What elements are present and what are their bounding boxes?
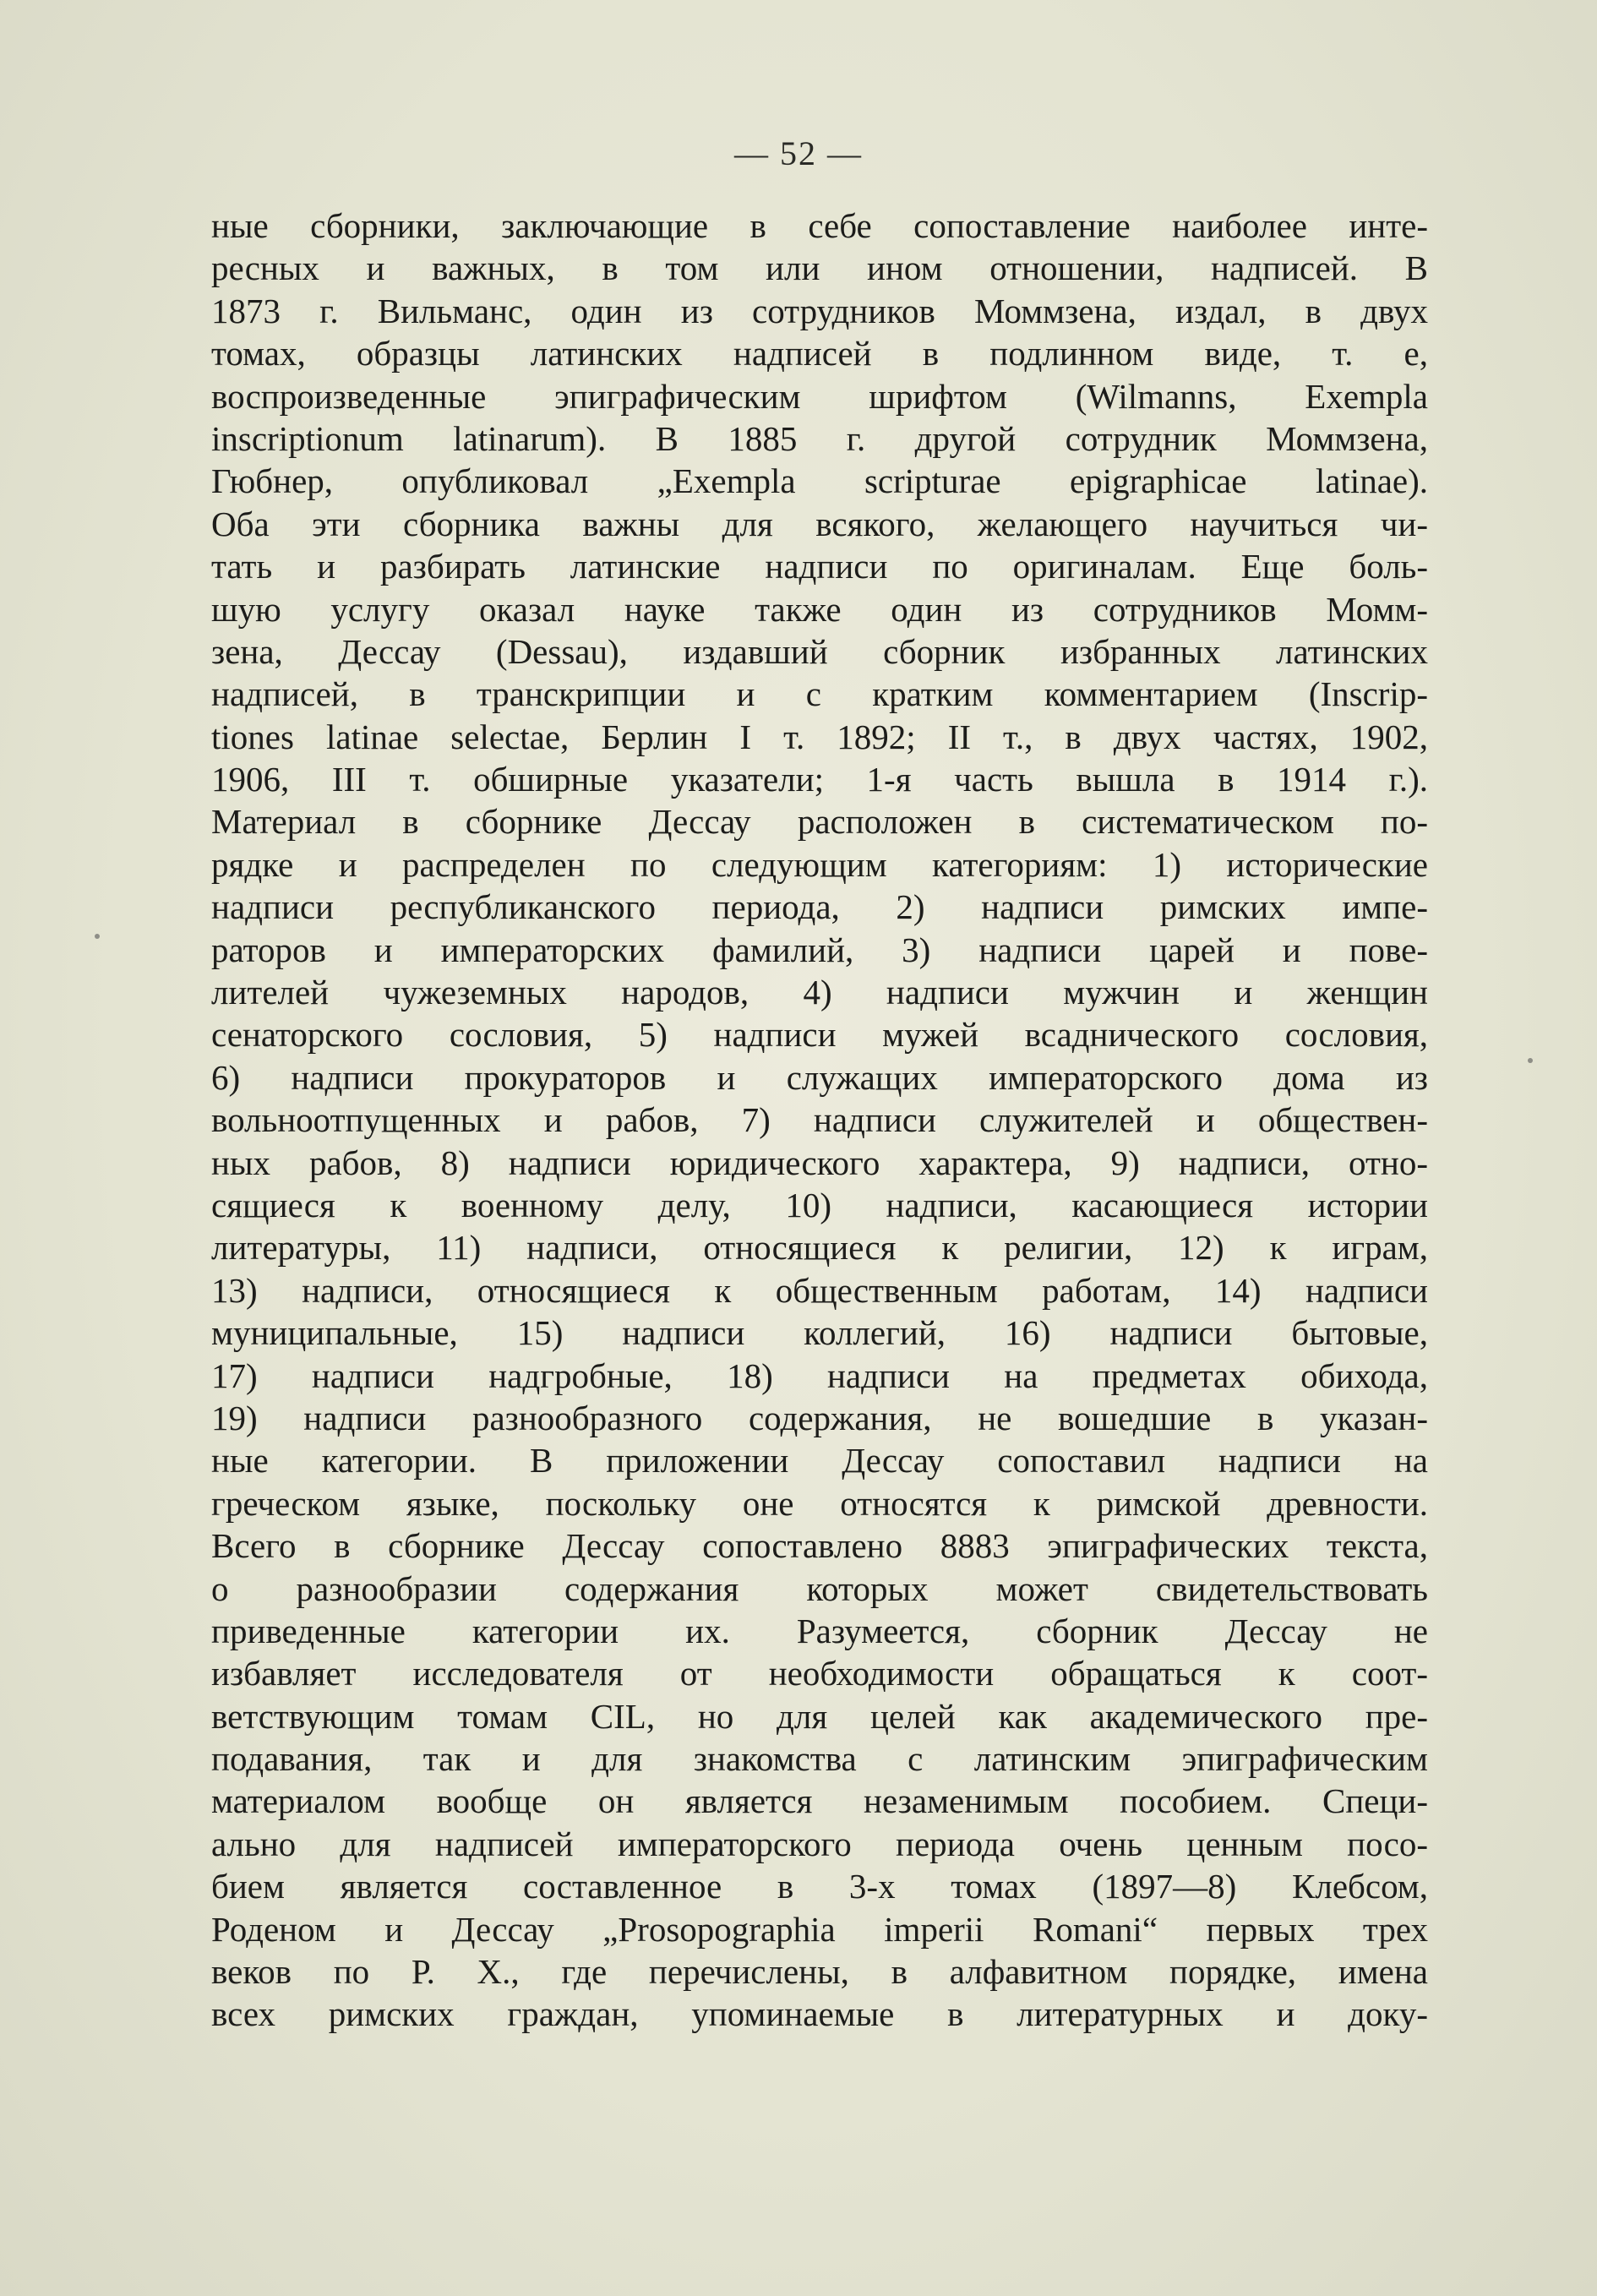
text-line: греческом языке, поскольку оне относятся к римской древности. [211, 1483, 1428, 1523]
text-line: ные сборники, заключающие в себе сопоставление наиболее инте- [211, 206, 1428, 245]
text-line: тать и разбирать латинские надписи по оригиналам. Еще боль- [211, 547, 1428, 586]
text-line: зена, Дессау (Dessau), издавший сборник избранных латинских [211, 631, 1428, 671]
text-line: томах, образцы латинских надписей в подлинном виде, т. е, [211, 334, 1428, 374]
text-line: литературы, 11) надписи, относящиеся к религии, 12) к играм, [211, 1228, 1428, 1268]
text-line: избавляет исследователя от необходимости обращаться к соот- [211, 1654, 1428, 1693]
text-line: inscriptionum latinarum). В 1885 г. другой сотрудник Моммзена, [211, 418, 1428, 458]
text-line: Материал в сборнике Дессау расположен в систематическом по- [211, 802, 1428, 842]
text-line: Роденом и Дессау „Prosopographia imperii Romani“ первых трех [211, 1909, 1428, 1949]
ink-speck [95, 934, 100, 939]
text-line: 6) надписи прокураторов и служащих императорского дома из [211, 1057, 1428, 1097]
text-line: материалом вообще он является незаменимым пособием. Специ- [211, 1781, 1428, 1821]
text-line: ресных и важных, в том или ином отношении, надписей. В [211, 248, 1428, 288]
text-line: сящиеся к военному делу, 10) надписи, касающиеся истории [211, 1185, 1428, 1224]
text-line: приведенные категории их. Разумеется, сборник Дессау не [211, 1611, 1428, 1650]
text-line: tiones latinae selectae, Берлин I т. 1892; II т., в двух частях, 1902, [211, 717, 1428, 756]
text-line: шую услугу оказал науке также один из сотрудников Момм- [211, 589, 1428, 629]
text-line: муниципальные, 15) надписи коллегий, 16) надписи бытовые, [211, 1313, 1428, 1353]
text-line: надписей, в транскрипции и с кратким комментарием (Inscrip- [211, 674, 1428, 714]
text-line: о разнообразии содержания которых может свидетельствовать [211, 1568, 1428, 1608]
text-line: Всего в сборнике Дессау сопоставлено 8883 эпиграфических текста, [211, 1526, 1428, 1566]
text-line: рядке и распределен по следующим категориям: 1) исторические [211, 844, 1428, 884]
text-line: надписи республиканского периода, 2) надписи римских импе- [211, 887, 1428, 927]
text-line: 19) надписи разнообразного содержания, не вошедшие в указан- [211, 1398, 1428, 1437]
text-line: ветствующим томам CIL, но для целей как академического пре- [211, 1696, 1428, 1736]
text-line: сенаторского сословия, 5) надписи мужей всаднического сословия, [211, 1015, 1428, 1055]
text-line: ально для надписей императорского периода очень ценным посо- [211, 1824, 1428, 1863]
text-line: веков по Р. Х., где перечислены, в алфавитном порядке, имена [211, 1952, 1428, 1992]
page-number: — 52 — [734, 134, 863, 172]
text-line: ные категории. В приложении Дессау сопоставил надписи на [211, 1441, 1428, 1481]
body-text [211, 205, 1428, 2036]
text-line: лителей чужеземных народов, 4) надписи мужчин и женщин [211, 973, 1428, 1012]
text-line: подавания, так и для знакомства с латинским эпиграфическим [211, 1739, 1428, 1779]
text-line: Оба эти сборника важны для всякого, желающего научиться чи- [211, 504, 1428, 543]
text-line: раторов и императорских фамилий, 3) надписи царей и пове- [211, 930, 1428, 969]
text-line: вольноотпущенных и рабов, 7) надписи служителей и обществен- [211, 1100, 1428, 1140]
text-line: воспроизведенные эпиграфическим шрифтом (Wilmanns, Exempla [211, 376, 1428, 416]
text-line: всех римских граждан, упоминаемые в литературных и доку- [211, 1994, 1428, 2034]
text-line: бием является составленное в 3-х томах (1897—8) Клебсом, [211, 1867, 1428, 1906]
text-line: 13) надписи, относящиеся к общественным работам, 14) надписи [211, 1270, 1428, 1310]
ink-speck [1528, 1058, 1533, 1063]
text-line: Гюбнер, опубликовал „Exempla scripturae epigraphicae latinae). [211, 461, 1428, 501]
text-line: 17) надписи надгробные, 18) надписи на предметах обихода, [211, 1355, 1428, 1395]
text-line: 1906, III т. обширные указатели; 1-я часть вышла в 1914 г.). [211, 760, 1428, 799]
text-line: 1873 г. Вильманс, один из сотрудников Моммзена, издал, в двух [211, 291, 1428, 330]
text-line: ных рабов, 8) надписи юридического характера, 9) надписи, отно- [211, 1143, 1428, 1182]
